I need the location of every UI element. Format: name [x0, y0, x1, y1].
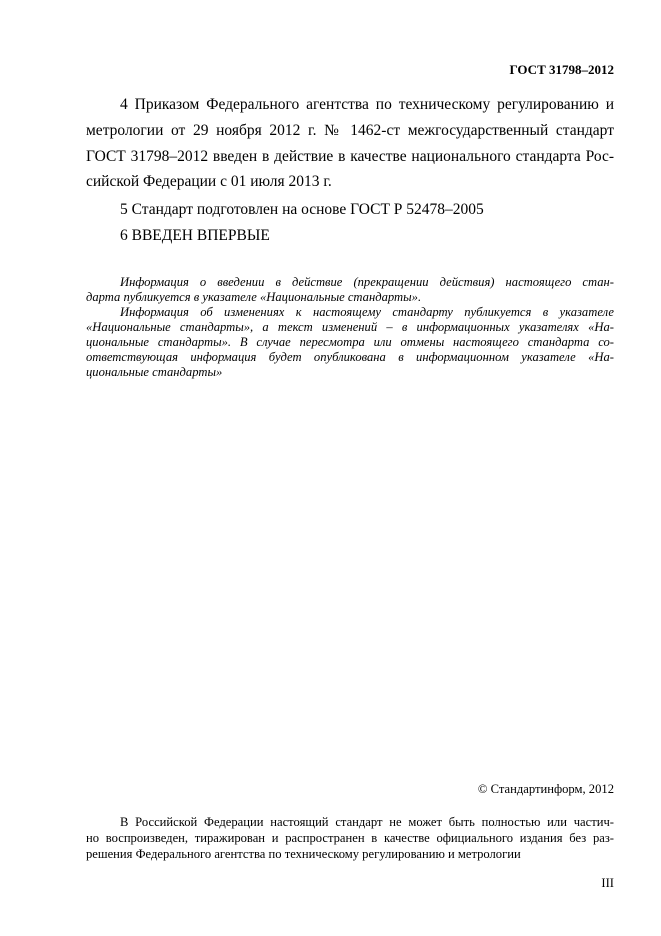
- notice-line: В Российской Федерации настоящий стандарт не может быть полностью или частич-: [120, 815, 614, 829]
- document-code-header: ГОСТ 31798–2012: [509, 62, 614, 77]
- page-number: III: [601, 876, 614, 890]
- info-line: циональные стандарты»: [86, 365, 223, 379]
- info-line: «Национальные стандарты», а текст изменений – в информационных указателях «На-: [86, 320, 614, 334]
- paragraph-4-line: ГОСТ 31798–2012 введен в действие в качестве национального стандарта Рос-: [86, 148, 614, 165]
- paragraph-4-line: метрологии от 29 ноября 2012 г. № 1462-ст межгосударственный стандарт: [86, 122, 614, 139]
- paragraph-6: 6 ВВЕДЕН ВПЕРВЫЕ: [120, 227, 270, 244]
- notice-line: но воспроизведен, тиражирован и распространен в качестве официального издания без раз-: [86, 831, 614, 845]
- info-line: Информация об изменениях к настоящему стандарту публикуется в указателе: [120, 305, 614, 319]
- paragraph-4-line: 4 Приказом Федерального агентства по техническому регулированию и: [120, 96, 614, 113]
- info-line: ответствующая информация будет опубликована в информационном указателе «На-: [86, 350, 614, 364]
- copyright: © Стандартинформ, 2012: [477, 782, 614, 796]
- paragraph-5: 5 Стандарт подготовлен на основе ГОСТ Р 52478–2005: [120, 201, 484, 218]
- paragraph-4-line: сийской Федерации с 01 июля 2013 г.: [86, 173, 332, 190]
- notice-line: решения Федерального агентства по техническому регулированию и метрологии: [86, 847, 521, 861]
- info-line: циональные стандарты». В случае пересмотра или отмены настоящего стандарта со-: [86, 335, 614, 349]
- info-line: дарта публикуется в указателе «Национальные стандарты».: [86, 290, 422, 304]
- info-line: Информация о введении в действие (прекращении действия) настоящего стан-: [120, 275, 614, 289]
